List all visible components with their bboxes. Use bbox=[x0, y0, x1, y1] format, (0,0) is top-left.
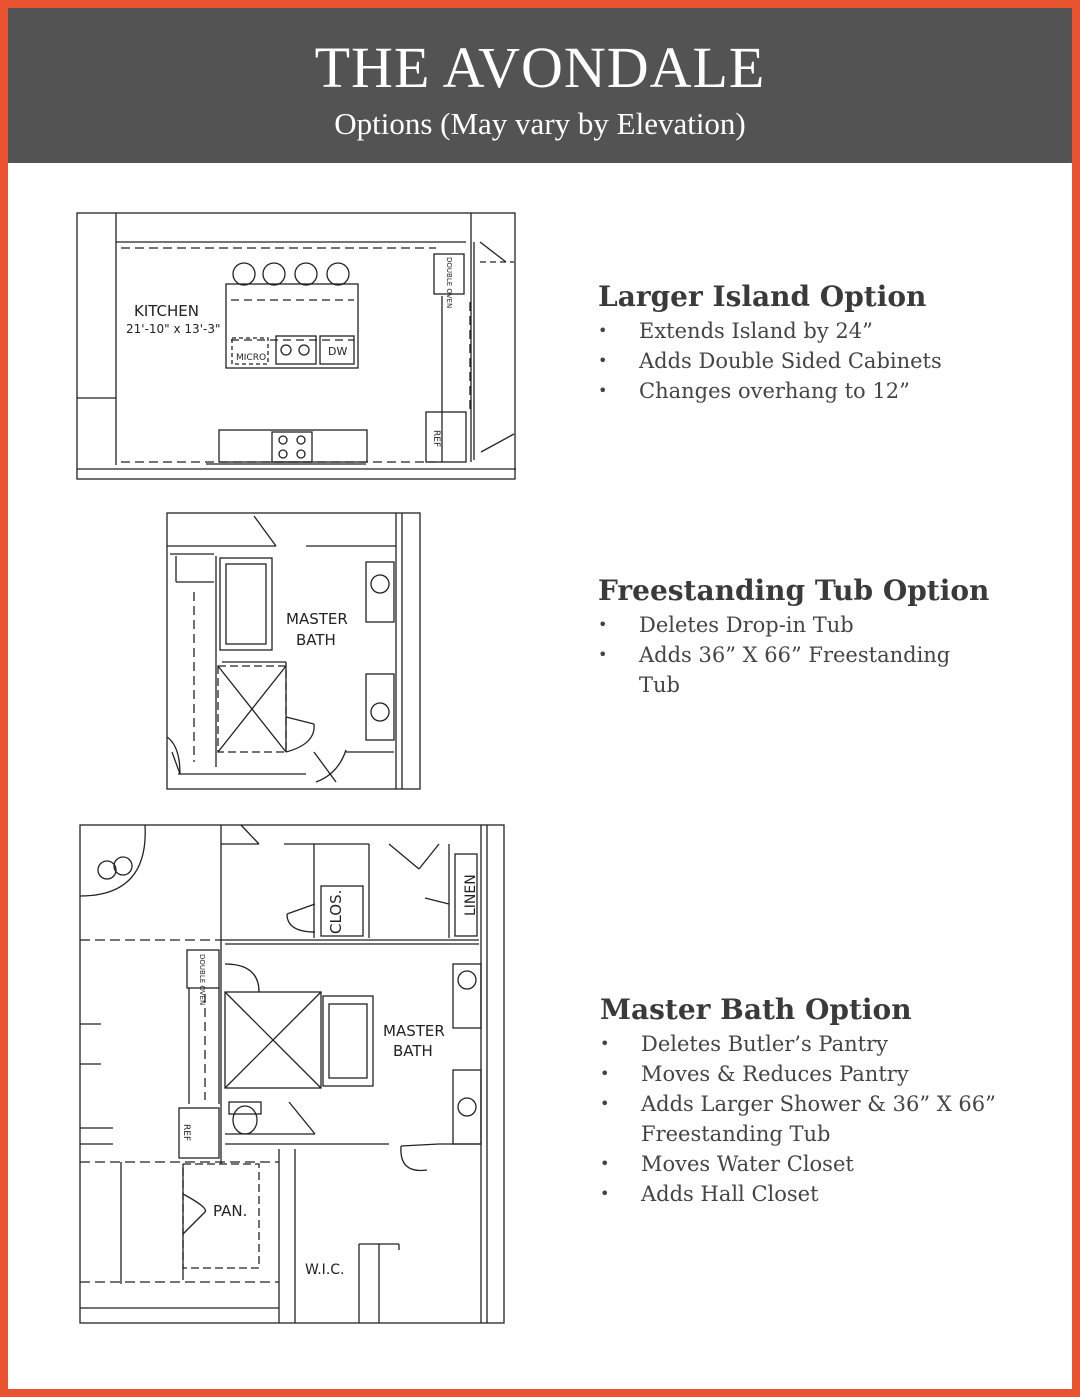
tub-room-label-1: MASTER bbox=[286, 610, 348, 628]
dw-label: DW bbox=[328, 345, 348, 358]
master-bath-floor-plan bbox=[79, 824, 507, 1326]
option-bullet: • Moves & Reduces Pantry bbox=[600, 1059, 1040, 1089]
bullet-icon: • bbox=[598, 615, 608, 634]
page-subtitle: Options (May vary by Elevation) bbox=[334, 106, 746, 141]
option-title: Freestanding Tub Option bbox=[598, 574, 990, 607]
master-room-label-2: BATH bbox=[393, 1042, 433, 1060]
master-ref-label: REF bbox=[181, 1124, 191, 1142]
bullet-icon: • bbox=[600, 1094, 610, 1113]
option-bullet: • Deletes Drop-in Tub bbox=[598, 610, 998, 640]
bullet-icon: • bbox=[600, 1064, 610, 1083]
oven-label: DOUBLE OVEN bbox=[445, 257, 453, 309]
option-bullet: • Adds Double Sided Cabinets bbox=[598, 346, 942, 376]
option-bullet: • Extends Island by 24” bbox=[598, 316, 942, 346]
larger-island-option bbox=[598, 280, 942, 406]
master-room-label-1: MASTER bbox=[383, 1022, 445, 1040]
option-bullet: • Adds Hall Closet bbox=[600, 1179, 1040, 1209]
kitchen-room-label: KITCHEN bbox=[134, 302, 199, 320]
option-title: Larger Island Option bbox=[598, 280, 927, 313]
option-bullet: • Adds Larger Shower & 36” X 66” Freestanding Tub bbox=[600, 1089, 1031, 1149]
option-bullet: • Moves Water Closet bbox=[600, 1149, 1040, 1179]
option-bullet: • Deletes Butler’s Pantry bbox=[600, 1029, 1040, 1059]
wic-label: W.I.C. bbox=[305, 1262, 345, 1278]
bullet-icon: • bbox=[598, 321, 608, 340]
option-bullet: • Changes overhang to 12” bbox=[598, 376, 942, 406]
header-banner bbox=[8, 8, 1072, 163]
freestanding-tub-floor-plan bbox=[166, 512, 422, 792]
kitchen-room-size: 21'-10" x 13'-3" bbox=[126, 322, 221, 336]
bullet-icon: • bbox=[598, 645, 608, 664]
master-bath-option bbox=[600, 993, 1040, 1209]
master-oven-label: DOUBLE OVEN bbox=[198, 954, 206, 1006]
tub-room-label-2: BATH bbox=[296, 631, 336, 649]
kitchen-floor-plan bbox=[76, 212, 518, 482]
ref-label: REF bbox=[431, 430, 441, 448]
page-title: THE AVONDALE bbox=[314, 35, 766, 100]
bullet-icon: • bbox=[598, 351, 608, 370]
linen-label: LINEN bbox=[463, 874, 479, 916]
bullet-icon: • bbox=[600, 1034, 610, 1053]
option-title: Master Bath Option bbox=[600, 993, 912, 1026]
pan-label: PAN. bbox=[213, 1202, 248, 1220]
bullet-icon: • bbox=[598, 381, 608, 400]
freestanding-tub-option bbox=[598, 574, 998, 700]
micro-label: MICRO bbox=[236, 353, 267, 363]
option-bullet: • Adds 36” X 66” Freestanding Tub bbox=[598, 640, 979, 700]
clos-label: CLOS. bbox=[327, 889, 345, 934]
bullet-icon: • bbox=[600, 1154, 610, 1173]
bullet-icon: • bbox=[600, 1184, 610, 1203]
